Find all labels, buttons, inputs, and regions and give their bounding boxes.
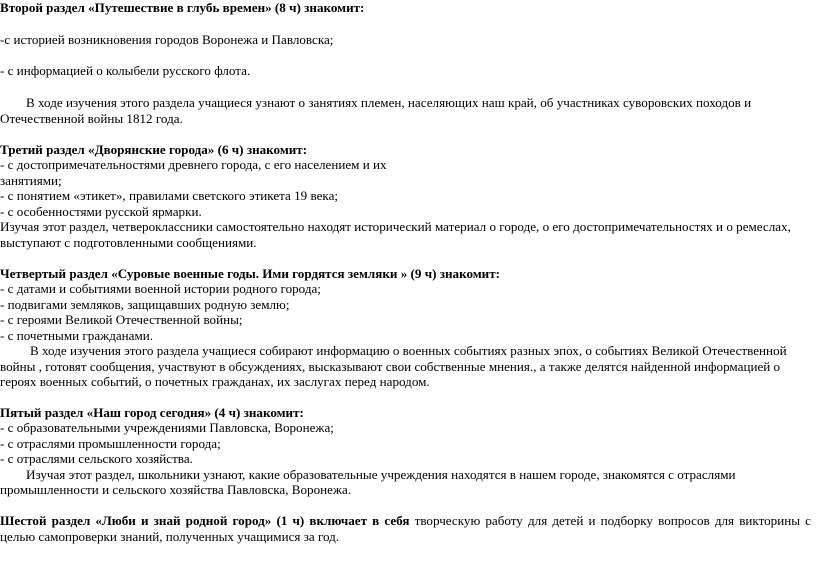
section-4-heading: Четвертый раздел «Суровые военные годы. Ими гордятся земляки » (9 ч) знакомит:: [0, 266, 500, 281]
section-3-item-1-line-1: - с достопримечательностями древнего города, с его населением и их: [0, 157, 387, 172]
section-5-item-2: - с отраслями промышленности города;: [0, 436, 221, 451]
section-6-line-2: целью самопроверки знаний, полученных учащимися за год.: [0, 529, 340, 544]
section-4-paragraph-line-1: В ходе изучения этого раздела учащиеся собирают информацию о военных событиях разных эпох, о событиях Великой Отечественной: [30, 343, 787, 358]
section-4-item-2: - подвигами земляков, защищавших родную землю;: [0, 297, 290, 312]
section-4-paragraph-line-2: войны , готовят сообщения, участвуют в обсуждениях, высказывают свои собственные мнения., а также делятся найденной информацией о: [0, 359, 781, 374]
section-2-paragraph-line-2: Отечественной войны 1812 года.: [0, 111, 183, 126]
section-4-paragraph-line-3: героях военных событий, о почетных гражданах, их заслугах перед народом.: [0, 374, 430, 389]
section-5-item-1: - с образовательными учреждениями Павловска, Воронежа;: [0, 420, 334, 435]
section-6-description-start: творческую работу для детей и подборку вопросов для викторины с: [409, 513, 811, 528]
section-3-paragraph-line-1: Изучая этот раздел, четвероклассники самостоятельно находят исторический материал о городе, о его достопримечательностях и о ремеслах,: [0, 219, 791, 234]
section-3-item-2: - с понятием «этикет», правилами светского этикета 19 века;: [0, 188, 339, 203]
section-4-item-1: - с датами и событиями военной истории родного города;: [0, 281, 321, 296]
section-2-item-1: -с историей возникновения городов Воронежа и Павловска;: [0, 32, 334, 47]
section-3-item-1-line-2: занятиями;: [0, 173, 62, 188]
section-4-item-4: - с почетными гражданами.: [0, 328, 154, 343]
section-2-heading: Второй раздел «Путешествие в глубь времен» (8 ч) знакомит:: [0, 0, 365, 15]
section-5-heading: Пятый раздел «Наш город сегодня» (4 ч) знакомит:: [0, 405, 304, 420]
section-3-paragraph-line-2: выступают с подготовленными сообщениями.: [0, 235, 257, 250]
section-4-item-3: - с героями Великой Отечественной войны;: [0, 312, 243, 327]
section-5-item-3: - с отраслями сельского хозяйства.: [0, 451, 193, 466]
section-5-paragraph-line-1: Изучая этот раздел, школьники узнают, какие образовательные учреждения находятся в нашем городе, знакомятся с отраслями: [26, 467, 736, 482]
section-3-heading: Третий раздел «Дворянские города» (6 ч) знакомит:: [0, 142, 308, 157]
section-6-heading: Шестой раздел «Люби и знай родной город» (1 ч) включает в себя: [0, 513, 410, 528]
section-5-paragraph-line-2: промышленности и сельского хозяйства Павловска, Воронежа.: [0, 482, 352, 497]
section-6-line-1: [0, 513, 811, 529]
section-2-paragraph-line-1: В ходе изучения этого раздела учащиеся узнают о занятиях племен, населяющих наш край, об участниках суворовских походов и: [26, 95, 752, 110]
section-3-item-3: - с особенностями русской ярмарки.: [0, 204, 202, 219]
section-2-item-2: - с информацией о колыбели русского флота.: [0, 63, 251, 78]
